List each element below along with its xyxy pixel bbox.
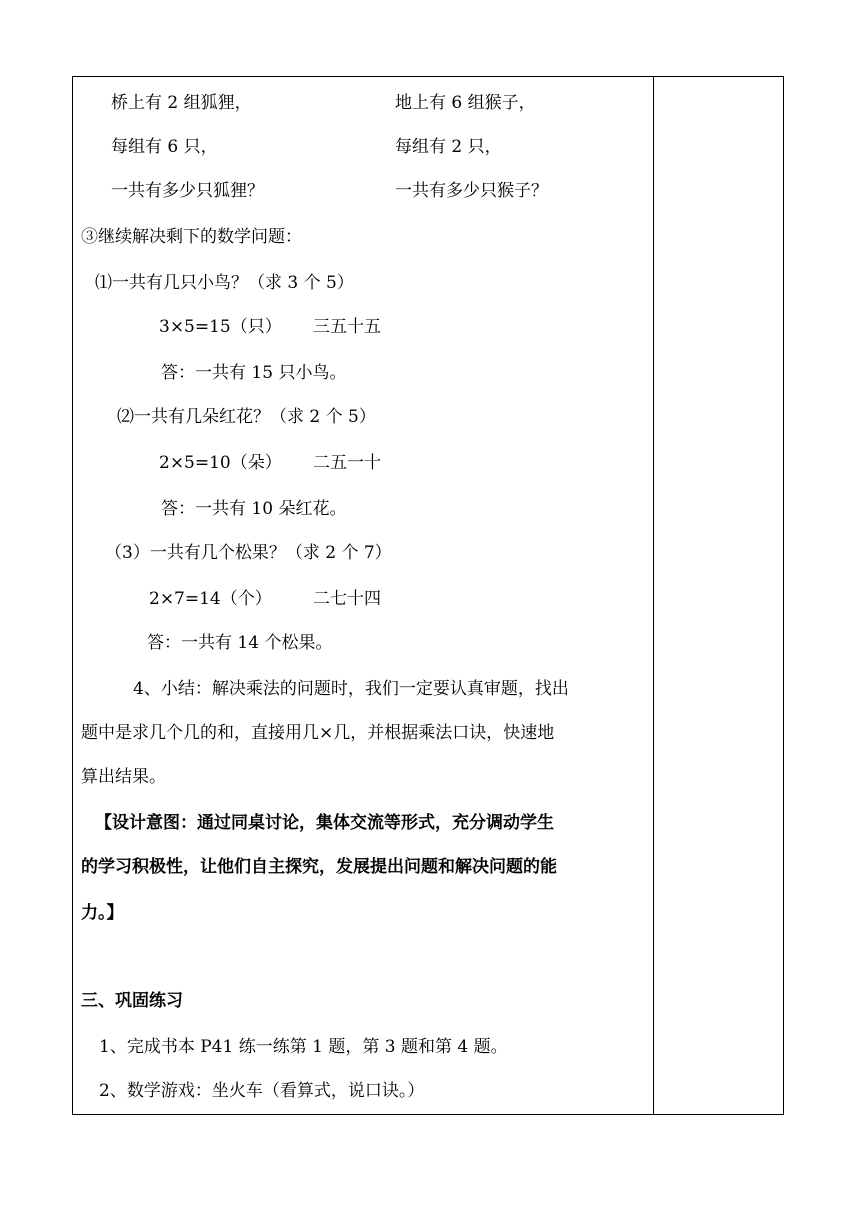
step-3-heading: ③继续解决剩下的数学问题： xyxy=(81,227,302,247)
column-divider xyxy=(653,77,654,1114)
section-3-heading: 三、巩固练习 xyxy=(81,991,183,1011)
monkey-line-1: 地上有 6 组猴子， xyxy=(395,93,536,113)
summary-line-1: 4、小结：解决乘法的问题时，我们一定要认真审题，找出 xyxy=(133,679,569,699)
q3-rhyme: 二七十四 xyxy=(313,589,381,609)
fox-line-2: 每组有 6 只， xyxy=(111,137,218,157)
monkey-line-2: 每组有 2 只， xyxy=(395,137,502,157)
lesson-table xyxy=(72,76,784,1115)
q1-rhyme: 三五十五 xyxy=(313,317,381,337)
fox-line-1: 桥上有 2 组狐狸， xyxy=(111,93,252,113)
q1-calc: 3×5=15（只） xyxy=(159,317,282,337)
q1-answer: 答：一共有 15 只小鸟。 xyxy=(161,363,347,383)
q2-calc: 2×5=10（朵） xyxy=(159,453,282,473)
q1-title: ⑴一共有几只小鸟？（求 3 个 5） xyxy=(95,273,354,293)
monkey-line-3: 一共有多少只猴子？ xyxy=(395,181,548,201)
design-intent-line-1: 【设计意图：通过同桌讨论，集体交流等形式，充分调动学生 xyxy=(95,813,554,833)
exercise-2: 2、数学游戏：坐火车（看算式，说口诀。） xyxy=(99,1081,425,1101)
design-intent-line-2: 的学习积极性，让他们自主探究，发展提出问题和解决问题的能 xyxy=(81,857,557,877)
summary-line-3: 算出结果。 xyxy=(81,767,166,787)
exercise-1: 1、完成书本 P41 练一练第 1 题，第 3 题和第 4 题。 xyxy=(99,1037,508,1057)
q2-title: ⑵一共有几朵红花？（求 2 个 5） xyxy=(117,407,376,427)
q2-answer: 答：一共有 10 朵红花。 xyxy=(161,499,347,519)
fox-line-3: 一共有多少只狐狸？ xyxy=(111,181,264,201)
q2-rhyme: 二五一十 xyxy=(313,453,381,473)
q3-answer: 答：一共有 14 个松果。 xyxy=(147,633,333,653)
summary-line-2: 题中是求几个几的和，直接用几×几，并根据乘法口诀，快速地 xyxy=(81,723,555,743)
q3-title: （3）一共有几个松果？（求 2 个 7） xyxy=(105,543,392,563)
q3-calc: 2×7=14（个） xyxy=(149,589,272,609)
design-intent-line-3: 力。】 xyxy=(81,903,124,923)
